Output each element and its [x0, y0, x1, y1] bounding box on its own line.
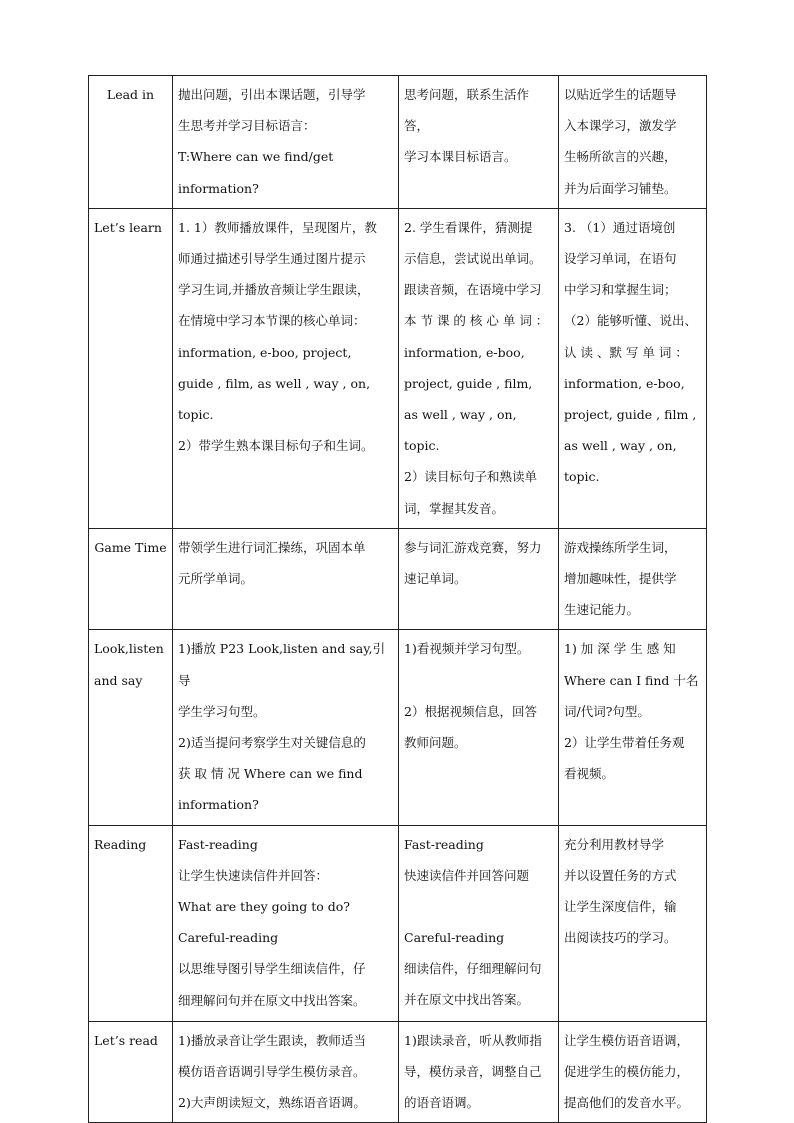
cell-line: 跟读音频，在语境中学习: [404, 282, 542, 298]
table-row: [89, 1021, 707, 1123]
stage-cell: [89, 76, 173, 209]
cell-line: 2)适当提问考察学生对关键信息的: [178, 735, 366, 751]
cell-line: Let’s learn: [94, 219, 162, 235]
cell-line: 2)大声朗读短文，熟练语音语调。: [178, 1095, 366, 1111]
stage-cell: [89, 825, 173, 1021]
teacher-activity-cell: [173, 825, 399, 1021]
cell-line: Let’s read: [94, 1032, 158, 1048]
cell-line: 生速记能力。: [564, 602, 640, 618]
design-purpose-cell: [559, 76, 707, 209]
cell-line: project, guide , film,: [404, 375, 533, 391]
stage-cell: [89, 1021, 173, 1123]
cell-line: 抛出问题，引出本课话题，引导学: [178, 87, 366, 102]
lesson-plan-table: [88, 75, 707, 1123]
cell-line: as well , way , on,: [404, 407, 517, 423]
lesson-plan-body: [89, 76, 707, 1123]
cell-line: 1. 1）教师播放课件，呈现图片，教: [178, 219, 377, 235]
cell-line: topic.: [564, 469, 600, 485]
cell-line: 3. （1）通过语境创: [564, 219, 676, 235]
cell-line: [404, 891, 553, 922]
cell-line: project, guide , film ,: [564, 407, 697, 423]
teacher-activity-cell: [173, 76, 399, 209]
table-row: [89, 630, 707, 825]
table-row: [89, 825, 707, 1021]
teacher-activity-cell: [173, 208, 399, 528]
cell-line: 思考问题，联系生活作答，: [404, 87, 530, 134]
student-activity-cell: [399, 630, 559, 825]
cell-line: 本 节 课 的 核 心 单 词 ：: [404, 313, 549, 329]
cell-line: 模仿语音语调引导学生模仿录音。: [178, 1063, 366, 1079]
cell-line: 学习生词,并播放音频让学生跟读，: [178, 282, 370, 298]
cell-line: 2）让学生带着任务观: [564, 735, 685, 751]
cell-line: Reading: [94, 836, 147, 852]
cell-line: 2. 学生看课件，猜测提: [404, 219, 533, 235]
student-activity-cell: [399, 825, 559, 1021]
cell-line: 充分利用教材导学: [564, 836, 665, 852]
cell-line: Careful-reading: [178, 930, 279, 946]
cell-line: Where can I find 十名: [564, 672, 699, 688]
cell-line: 中学习和掌握生词；: [564, 282, 677, 298]
cell-line: 1)播放录音让学生跟读，教师适当: [178, 1032, 366, 1048]
cell-line: 2）根据视频信息，回答: [404, 703, 537, 719]
cell-line: 1)播放 P23 Look,listen and say,引导: [178, 641, 386, 688]
cell-line: 示信息，尝试说出单词。: [404, 251, 542, 267]
cell-line: information, e-boo,: [564, 375, 685, 391]
cell-line: 认 读 、默 写 单 词 ：: [564, 344, 688, 360]
cell-line: Fast-reading: [404, 836, 484, 852]
cell-line: as well , way , on,: [564, 438, 677, 454]
cell-line: 带领学生进行词汇操练，巩固本单: [178, 539, 366, 555]
design-purpose-cell: [559, 825, 707, 1021]
cell-line: 提高他们的发音水平。: [564, 1095, 690, 1111]
student-activity-cell: [399, 1021, 559, 1123]
teacher-activity-cell: [173, 1021, 399, 1123]
cell-line: 看视频。: [564, 766, 615, 782]
cell-line: 师通过描述引导学生通过图片提示: [178, 251, 366, 267]
cell-line: 1) 加 深 学 生 感 知: [564, 641, 676, 657]
cell-line: 以贴近学生的话题导: [564, 87, 677, 102]
cell-line: 学习本课目标语言。: [404, 149, 517, 165]
teacher-activity-cell: [173, 528, 399, 630]
cell-line: information?: [178, 797, 259, 813]
cell-line: 游戏操练所学生词，: [564, 539, 677, 555]
cell-line: 学生学习句型。: [178, 703, 266, 719]
cell-line: 让学生深度信件，输: [564, 899, 677, 915]
cell-line: 在情境中学习本节课的核心单词：: [178, 313, 366, 329]
cell-line: 并以设置任务的方式: [564, 867, 677, 883]
cell-line: T:Where can we find/get: [178, 149, 334, 165]
cell-line: [404, 665, 553, 696]
teacher-activity-cell: [173, 630, 399, 825]
stage-cell: [89, 528, 173, 630]
cell-line: and say: [94, 672, 143, 688]
design-purpose-cell: [559, 528, 707, 630]
cell-line: 并在原文中找出答案。: [404, 992, 530, 1008]
cell-line: 生畅所欲言的兴趣，: [564, 149, 677, 165]
cell-line: 增加趣味性，提供学: [564, 571, 677, 587]
cell-line: 参与词汇游戏竞赛，努力: [404, 539, 542, 555]
cell-line: 1)看视频并学习句型。: [404, 641, 530, 657]
cell-line: information, e-boo,: [404, 344, 525, 360]
cell-line: Careful-reading: [404, 930, 505, 946]
cell-line: 入本课学习，激发学: [564, 118, 677, 134]
cell-line: 词，掌握其发音。: [404, 500, 505, 516]
cell-line: 词/代词?句型。: [564, 703, 650, 719]
cell-line: guide , film, as well , way , on,: [178, 375, 371, 391]
cell-line: 生思考并学习目标语言：: [178, 118, 316, 134]
cell-line: information?: [178, 180, 259, 196]
cell-line: 2）带学生熟本课目标句子和生词。: [178, 438, 374, 454]
cell-line: 促进学生的模仿能力，: [564, 1063, 690, 1079]
cell-line: 导，模仿录音，调整自己: [404, 1063, 542, 1079]
cell-line: Fast-reading: [178, 836, 258, 852]
student-activity-cell: [399, 208, 559, 528]
table-row: [89, 208, 707, 528]
cell-line: 细理解问句并在原文中找出答案。: [178, 992, 366, 1008]
design-purpose-cell: [559, 630, 707, 825]
cell-line: Lead in: [106, 87, 155, 102]
design-purpose-cell: [559, 1021, 707, 1123]
cell-line: Look,listen: [94, 641, 164, 657]
cell-line: 速记单词。: [404, 571, 467, 587]
cell-line: 以思维导图引导学生细读信件，仔: [178, 961, 366, 977]
cell-line: 让学生快速读信件并回答：: [178, 867, 329, 883]
cell-line: information, e-boo, project,: [178, 344, 352, 360]
cell-line: What are they going to do?: [178, 899, 350, 915]
cell-line: 教师问题。: [404, 734, 467, 750]
table-row: [89, 76, 707, 209]
cell-line: 细读信件，仔细理解问句: [404, 961, 542, 977]
student-activity-cell: [399, 76, 559, 209]
cell-line: 并为后面学习铺垫。: [564, 180, 677, 196]
cell-line: 的语音语调。: [404, 1095, 480, 1111]
design-purpose-cell: [559, 208, 707, 528]
cell-line: Game Time: [94, 539, 167, 555]
cell-line: 2）读目标句子和熟读单: [404, 469, 537, 485]
cell-line: topic.: [404, 438, 440, 454]
student-activity-cell: [399, 528, 559, 630]
cell-line: 设学习单词，在语句: [564, 251, 677, 267]
cell-line: （2）能够听懂、说出、: [564, 313, 697, 329]
stage-cell: [89, 208, 173, 528]
cell-line: 1)跟读录音，听从教师指: [404, 1032, 542, 1048]
cell-line: 出阅读技巧的学习。: [564, 930, 677, 946]
table-row: [89, 528, 707, 630]
cell-line: 元所学单词。: [178, 571, 254, 587]
cell-line: topic.: [178, 407, 214, 423]
stage-cell: [89, 630, 173, 825]
cell-line: 获 取 情 况 Where can we find: [178, 766, 363, 782]
cell-line: 快速读信件并回答问题: [404, 867, 530, 883]
cell-line: 让学生模仿语音语调，: [564, 1032, 690, 1048]
